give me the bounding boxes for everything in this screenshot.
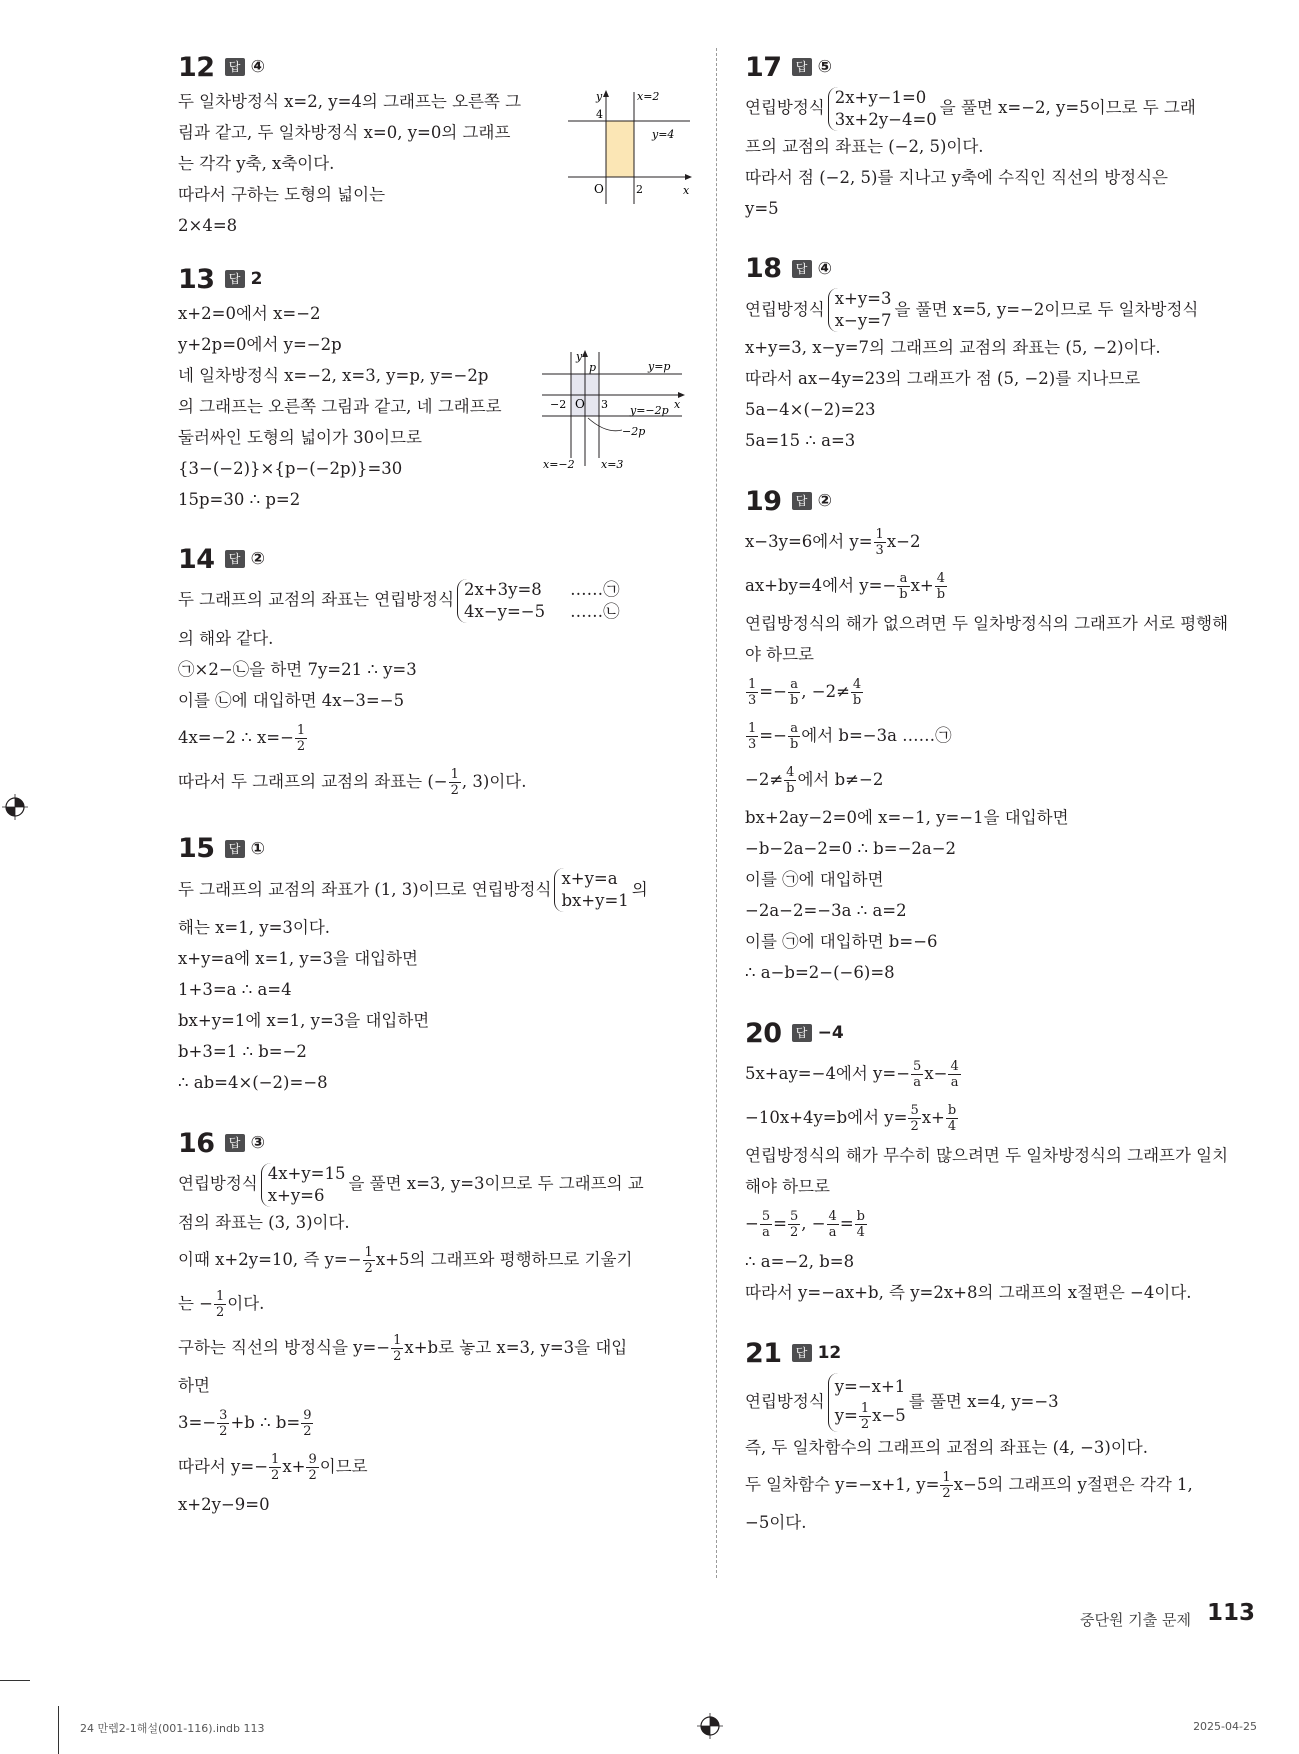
origin-label: O: [575, 397, 585, 411]
text-line: x+2=0에서 x=−2: [178, 304, 321, 323]
text-line: −2≠ $\frac{4}{b}$ 에서 b≠−2: [745, 765, 884, 796]
crop-mark: [58, 1706, 59, 1754]
problem-17: [745, 48, 1255, 224]
problem-19: [745, 482, 1255, 988]
text-line: 연립방정식 4x+y=15 x+y=6 을 풀면 x=3, y=3이므로 두 그래프의 교: [178, 1163, 644, 1205]
text-line: 연립방정식 x+y=3 x−y=7 을 풀면 x=5, y=−2이므로 두 일차방정식: [745, 289, 1199, 330]
answer-badge: 답: [225, 550, 245, 568]
text-line: −b−2a−2=0 ∴ b=−2a−2: [745, 839, 957, 858]
text-line: 따라서 y=− $\frac{1}{2}$ x+ $\frac{9}{2}$ 이므로: [178, 1451, 368, 1483]
line-label-ym2p: y=−2p: [630, 404, 669, 417]
text-line: 따라서 구하는 도형의 넓이는: [178, 185, 386, 204]
fraction: $\frac{4}{b}$: [852, 677, 862, 708]
answer-badge: 답: [792, 492, 812, 510]
answer: −4: [817, 1023, 844, 1043]
problem-number: 19: [745, 485, 782, 517]
text-line: $\frac{1}{3}$ =− $\frac{a}{b}$ , −2≠ $\frac{4}{b}$: [748, 677, 862, 708]
fraction: $\frac{a}{b}$: [789, 721, 799, 752]
problem-18: [745, 250, 1255, 457]
fraction: $\frac{1}{2}$: [364, 1244, 373, 1276]
problem-13: [178, 260, 688, 514]
text-line: y+2p=0에서 y=−2p: [178, 335, 342, 354]
fraction: $\frac{1}{2}$: [860, 1401, 870, 1432]
text-line: 는 − $\frac{1}{2}$ 이다.: [178, 1288, 265, 1320]
text-line: −10x+4y=b에서 y= $\frac{5}{2}$ x+ $\frac{b}{4}$: [745, 1103, 957, 1134]
fraction: $\frac{1}{2}$: [450, 766, 459, 798]
answer: 12: [817, 1343, 842, 1363]
text-line: 연립방정식 2x+y−1=0 3x+2y−4=0 을 풀면 x=−2, y=5이므로 두 그래: [745, 87, 1196, 129]
text-line: 림과 같고, 두 일차방정식 x=0, y=0의 그래프: [178, 123, 511, 142]
tick-2: 2: [636, 183, 643, 196]
answer-badge: 답: [225, 840, 245, 858]
line-label-y4: y=4: [652, 128, 675, 141]
fraction: $\frac{5}{a}$: [761, 1209, 771, 1240]
fraction: $\frac{1}{2}$: [942, 1470, 951, 1501]
fraction: $\frac{1}{3}$: [748, 677, 757, 708]
answer: ⑤: [817, 57, 832, 77]
text-line: bx+y=1에 x=1, y=3을 대입하면: [178, 1011, 430, 1030]
text-line: ∴ a=−2, b=8: [745, 1252, 855, 1271]
fraction: $\frac{b}{4}$: [947, 1103, 957, 1134]
answer: ②: [817, 491, 832, 511]
text-line: 프의 교점의 좌표는 (−2, 5)이다.: [745, 136, 984, 156]
text-line: 두 그래프의 교점의 좌표는 연립방정식 2x+3y=8 4x−y=−5 ……㉠ ……㉡: [178, 579, 620, 621]
line-label-xm2: x=−2: [543, 458, 575, 470]
fraction: $\frac{5}{2}$: [789, 1209, 799, 1240]
equation-system: 4x+y=15 x+y=6: [261, 1163, 346, 1207]
text-line: 2×4=8: [178, 216, 238, 235]
x-axis-label: x: [674, 398, 681, 411]
section-title: 중단원 기출 문제: [1080, 1611, 1191, 1629]
text-line: ∴ ab=4×(−2)=−8: [178, 1073, 328, 1092]
fraction: $\frac{a}{b}$: [789, 677, 799, 708]
problem-15: [178, 830, 688, 1099]
y-axis-label: y: [596, 90, 603, 103]
text-line: 는 각각 y축, x축이다.: [178, 154, 335, 173]
fraction: $\frac{3}{2}$: [219, 1407, 228, 1439]
text-line: 야 하므로: [745, 645, 815, 664]
text-line: 5a=15 ∴ a=3: [745, 431, 856, 450]
text-line: 점의 좌표는 (3, 3)이다.: [178, 1212, 350, 1232]
text-line: 이때 x+2y=10, 즉 y=− $\frac{1}{2}$ x+5의 그래프와 평행하므로 기울기: [178, 1244, 633, 1276]
text-line: {3−(−2)}×{p−(−2p)}=30: [178, 459, 403, 478]
tick-3: 3: [601, 398, 608, 411]
text-line: 이를 ㉠에 대입하면: [745, 870, 884, 889]
print-file-info: 24 만렙2-1해설(001-116).indb 113: [80, 1722, 265, 1735]
equation-system: x+y=3 x−y=7: [828, 288, 892, 332]
text-line: 하면: [178, 1375, 210, 1395]
line-label-x2: x=2: [637, 90, 660, 103]
text-line: 5x+ay=−4에서 y=− $\frac{5}{a}$ x− $\frac{4}{a}$: [745, 1059, 959, 1090]
left-column: [178, 48, 688, 1546]
answer-badge: 답: [792, 58, 812, 76]
problem-number: 21: [745, 1337, 782, 1369]
text-line: x+y=3, x−y=7의 그래프의 교점의 좌표는 (5, −2)이다.: [745, 338, 1161, 357]
origin-label: O: [594, 182, 604, 196]
problem-number: 18: [745, 253, 782, 284]
text-line: 3=− $\frac{3}{2}$ +b ∴ b= $\frac{9}{2}$: [178, 1407, 312, 1439]
text-line: $\frac{1}{3}$ =− $\frac{a}{b}$ 에서 b=−3a ……㉠: [748, 721, 952, 752]
problem-16: [178, 1124, 688, 1520]
answer: ④: [250, 57, 265, 77]
text-line: x+2y−9=0: [178, 1494, 270, 1514]
text-line: 따라서 두 그래프의 교점의 좌표는 (− $\frac{1}{2}$ , 3)이다.: [178, 766, 527, 798]
answer-badge: 답: [792, 1024, 812, 1042]
tick-p: p: [589, 361, 597, 374]
problem-number: 14: [178, 543, 215, 575]
problem-number: 13: [178, 263, 215, 295]
line-label-yp: y=p: [648, 360, 671, 373]
answer-badge: 답: [225, 1134, 245, 1152]
text-line: ax+by=4에서 y=− $\frac{a}{b}$ x+ $\frac{4}{b}$: [745, 571, 946, 602]
text-line: 5a−4×(−2)=23: [745, 400, 876, 419]
text-line: −5이다.: [745, 1513, 807, 1532]
column-divider: [716, 48, 717, 1578]
registration-mark-icon: [2, 794, 28, 820]
equation-system: y=−x+1 y= $\frac{1}{2}$ x−5: [828, 1373, 906, 1432]
text-line: 따라서 점 (−2, 5)를 지나고 y축에 수직인 직선의 방정식은: [745, 167, 1169, 187]
page-number: 113: [1206, 1600, 1255, 1626]
fraction: $\frac{4}{a}$: [950, 1059, 959, 1090]
fraction: $\frac{5}{a}$: [913, 1059, 922, 1090]
fraction: $\frac{4}{a}$: [828, 1209, 837, 1240]
answer-badge: 답: [792, 1344, 812, 1362]
text-line: b+3=1 ∴ b=−2: [178, 1042, 307, 1061]
text-line: 구하는 직선의 방정식을 y=− $\frac{1}{2}$ x+b로 놓고 x=3, y=3을 대입: [178, 1332, 628, 1364]
text-line: 연립방정식의 해가 없으려면 두 일차방정식의 그래프가 서로 평행해: [745, 614, 1229, 633]
text-line: 의 그래프는 오른쪽 그림과 같고, 네 그래프로: [178, 397, 502, 416]
tick-4: 4: [596, 108, 603, 121]
answer: ③: [250, 1133, 265, 1153]
text-line: 이를 ㉡에 대입하면 4x−3=−5: [178, 690, 405, 710]
tick-minus-2: −2: [550, 398, 567, 411]
text-line: 1+3=a ∴ a=4: [178, 980, 292, 999]
answer: ①: [250, 838, 265, 859]
graph-figure-13: [540, 348, 690, 470]
problem-number: 15: [178, 833, 215, 864]
text-line: 연립방정식의 해가 무수히 많으려면 두 일차방정식의 그래프가 일치: [745, 1146, 1229, 1165]
equation-system: 2x+3y=8 4x−y=−5: [457, 579, 545, 623]
right-column: [745, 48, 1255, 1564]
text-line: 두 일차방정식 x=2, y=4의 그래프는 오른쪽 그: [178, 92, 522, 111]
text-line: y=5: [745, 198, 779, 218]
answer-badge: 답: [792, 260, 812, 278]
fraction: $\frac{9}{2}$: [308, 1451, 317, 1483]
answer-badge: 답: [225, 270, 245, 288]
answer: ④: [817, 258, 832, 279]
fraction: $\frac{1}{2}$: [271, 1451, 280, 1483]
problem-20: [745, 1014, 1255, 1308]
text-line: 15p=30 ∴ p=2: [178, 490, 301, 509]
fraction: $\frac{9}{2}$: [303, 1407, 312, 1439]
fraction: $\frac{a}{b}$: [899, 571, 908, 602]
fraction: $\frac{1}{2}$: [296, 722, 306, 754]
fraction: $\frac{b}{4}$: [856, 1209, 865, 1240]
text-line: 두 일차함수 y=−x+1, y= $\frac{1}{2}$ x−5의 그래프의 y절편은 각각 1,: [745, 1470, 1193, 1501]
text-line: 연립방정식 y=−x+1 y= $\frac{1}{2}$ x−5 를 풀면 x=4, y=−3: [745, 1372, 1255, 1432]
text-line: 둘러싸인 도형의 넓이가 30이므로: [178, 428, 422, 447]
text-line: bx+2ay−2=0에 x=−1, y=−1을 대입하면: [745, 808, 1069, 827]
equation-system: 2x+y−1=0 3x+2y−4=0: [828, 87, 937, 131]
crop-mark: [0, 1680, 30, 1681]
graph-figure-12: [566, 88, 696, 206]
fraction: $\frac{1}{2}$: [216, 1288, 225, 1320]
text-line: ∴ a−b=2−(−6)=8: [745, 963, 895, 982]
problem-number: 12: [178, 51, 215, 83]
fraction: $\frac{5}{2}$: [910, 1103, 919, 1134]
tick-minus-2p: −2p: [622, 425, 646, 438]
problem-14: [178, 540, 688, 804]
line-label-x3: x=3: [601, 458, 624, 470]
text-line: 해는 x=1, y=3이다.: [178, 918, 331, 937]
text-line: − $\frac{5}{a}$ = $\frac{5}{2}$ , − $\frac{4}{a}$ = $\frac{b}{4}$: [745, 1209, 865, 1240]
fraction: $\frac{1}{3}$: [748, 721, 757, 752]
text-line: 이를 ㉠에 대입하면 b=−6: [745, 932, 938, 951]
text-line: 따라서 ax−4y=23의 그래프가 점 (5, −2)를 지나므로: [745, 369, 1141, 388]
text-line: 즉, 두 일차함수의 그래프의 교점의 좌표는 (4, −3)이다.: [745, 1438, 1148, 1457]
equation-system: x+y=a bx+y=1: [554, 868, 628, 912]
text-line: 4x=−2 ∴ x=− $\frac{1}{2}$: [178, 722, 306, 754]
text-line: 두 그래프의 교점의 좌표가 (1, 3)이므로 연립방정식 x+y=a bx+y=1 의: [178, 869, 648, 910]
registration-mark-icon: [697, 1713, 723, 1739]
x-axis-label: x: [683, 184, 690, 197]
problem-number: 17: [745, 51, 782, 83]
answer: ②: [250, 549, 265, 569]
fraction: $\frac{1}{2}$: [393, 1332, 402, 1364]
problem-21: [745, 1334, 1255, 1538]
fraction: $\frac{4}{b}$: [786, 765, 795, 796]
text-line: 따라서 y=−ax+b, 즉 y=2x+8의 그래프의 x절편은 −4이다.: [745, 1283, 1192, 1302]
text-line: 의 해와 같다.: [178, 628, 274, 648]
problem-number: 16: [178, 1127, 215, 1159]
problem-12: [178, 48, 688, 234]
answer: 2: [250, 269, 263, 289]
print-date: 2025-04-25: [1193, 1720, 1257, 1733]
answer-badge: 답: [225, 58, 245, 76]
text-line: x−3y=6에서 y= $\frac{1}{3}$ x−2: [745, 527, 921, 558]
text-line: −2a−2=−3a ∴ a=2: [745, 901, 907, 920]
text-line: ㉠×2−㉡을 하면 7y=21 ∴ y=3: [178, 659, 417, 679]
text-line: 네 일차방정식 x=−2, x=3, y=p, y=−2p: [178, 366, 489, 385]
text-line: 해야 하므로: [745, 1177, 830, 1196]
y-axis-label: y: [576, 350, 583, 363]
fraction: $\frac{1}{3}$: [875, 527, 884, 558]
problem-number: 20: [745, 1017, 782, 1049]
fraction: $\frac{4}{b}$: [936, 571, 946, 602]
text-line: x+y=a에 x=1, y=3을 대입하면: [178, 949, 419, 968]
